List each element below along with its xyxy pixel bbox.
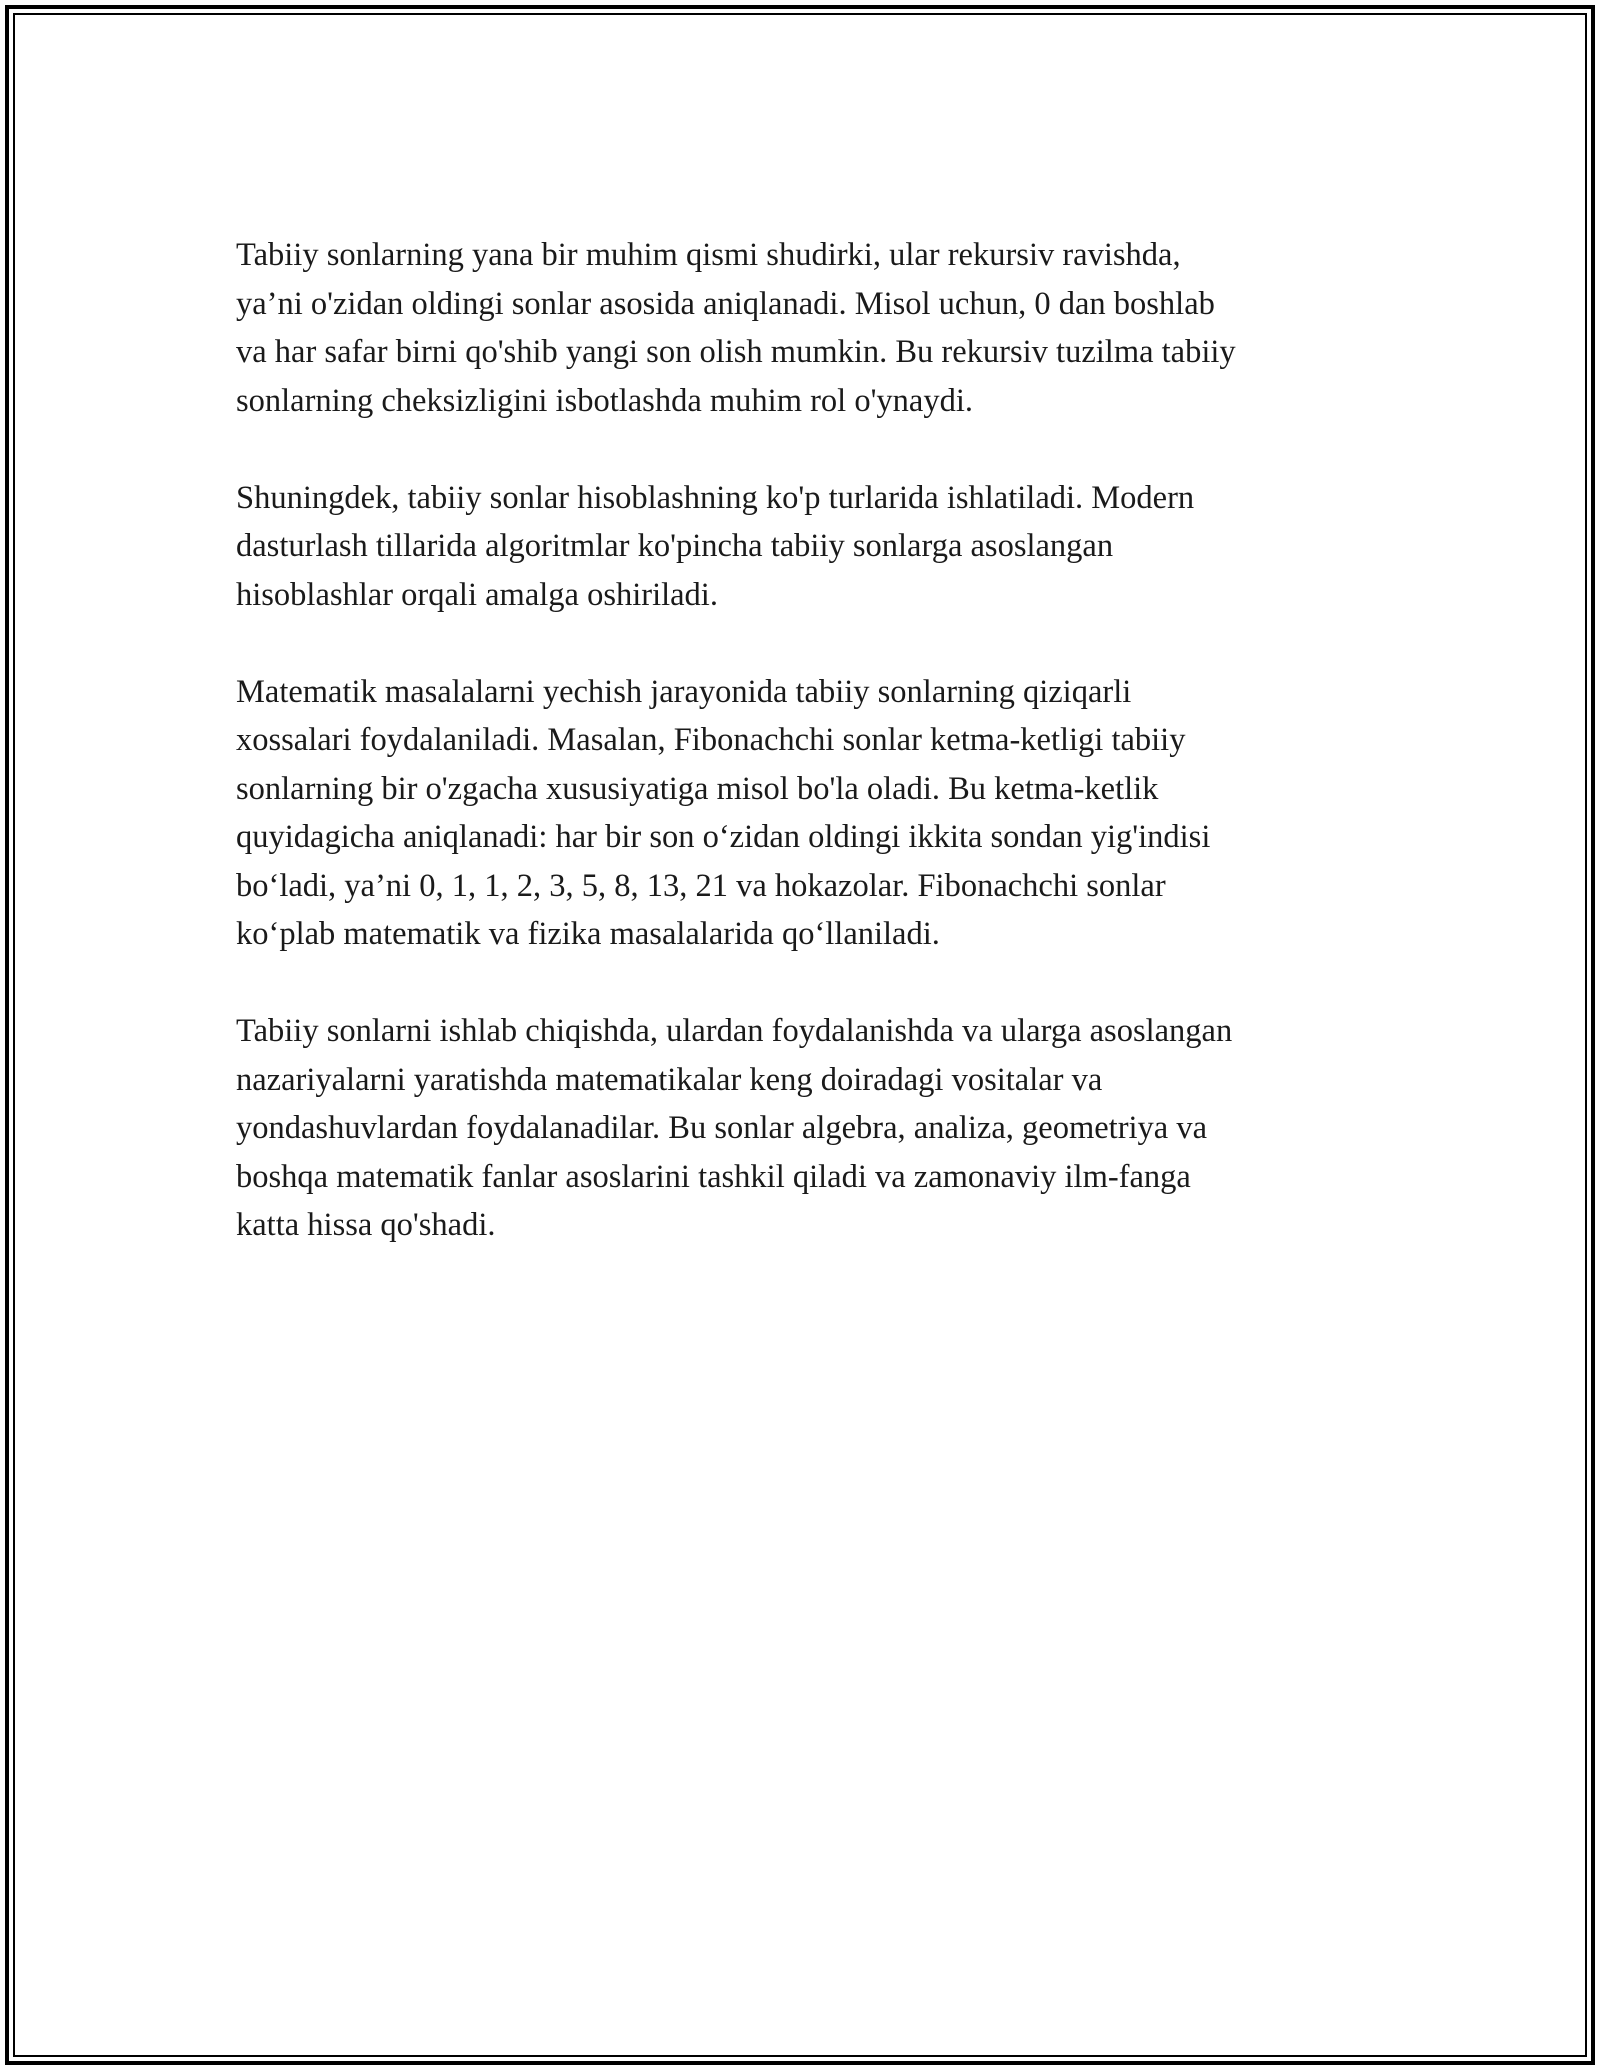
text-line: katta hissa qo'shadi. [236, 1207, 496, 1243]
document-body [236, 231, 1381, 1298]
text-line: xossalari foydalaniladi. Masalan, Fibonachchi sonlar ketma-ketligi tabiiy [236, 722, 1186, 758]
text-line: Tabiiy sonlarni ishlab chiqishda, ulardan foydalanishda va ularga asoslangan [236, 1013, 1233, 1049]
text-line: sonlarning bir o'zgacha xususiyatiga misol bo'la oladi. Bu ketma-ketlik [236, 770, 1159, 807]
paragraph-3 [236, 668, 1381, 959]
text-line: Shuningdek, tabiiy sonlar hisoblashning ko'p turlarida ishlatiladi. Modern [236, 479, 1195, 516]
text-line: va har safar birni qo'shib yangi son olish mumkin. Bu rekursiv tuzilma tabiiy [236, 334, 1236, 370]
text-line: nazariyalarni yaratishda matematikalar keng doiradagi vositalar va [236, 1061, 1103, 1098]
text-line: sonlarning cheksizligini isbotlashda muhim rol o'ynaydi. [236, 382, 974, 419]
paragraph-2 [236, 474, 1381, 620]
text-line: bo‘ladi, ya’ni 0, 1, 1, 2, 3, 5, 8, 13, 21 va hokazolar. Fibonachchi sonlar [236, 867, 1166, 904]
text-line: boshqa matematik fanlar asoslarini tashkil qiladi va zamonaviy ilm-fanga [236, 1158, 1191, 1195]
text-line: quyidagicha aniqlanadi: har bir son o‘zidan oldingi ikkita sondan yig'indisi [236, 819, 1211, 855]
paragraph-4 [236, 1007, 1381, 1250]
text-line: dasturlash tillarida algoritmlar ko'pincha tabiiy sonlarga asoslangan [236, 528, 1114, 564]
text-line: ko‘plab matematik va fizika masalalarida qo‘llaniladi. [236, 916, 940, 952]
text-line: Tabiiy sonlarning yana bir muhim qismi shudirki, ular rekursiv ravishda, [236, 237, 1181, 273]
text-line: ya’ni o'zidan oldingi sonlar asosida aniqlanadi. Misol uchun, 0 dan boshlab [236, 285, 1215, 322]
text-line: yondashuvlardan foydalanadilar. Bu sonlar algebra, analiza, geometriya va [236, 1110, 1208, 1146]
paragraph-1 [236, 231, 1381, 425]
text-line: Matematik masalalarni yechish jarayonida tabiiy sonlarning qiziqarli [236, 673, 1132, 710]
text-line: hisoblashlar orqali amalga oshiriladi. [236, 576, 718, 613]
